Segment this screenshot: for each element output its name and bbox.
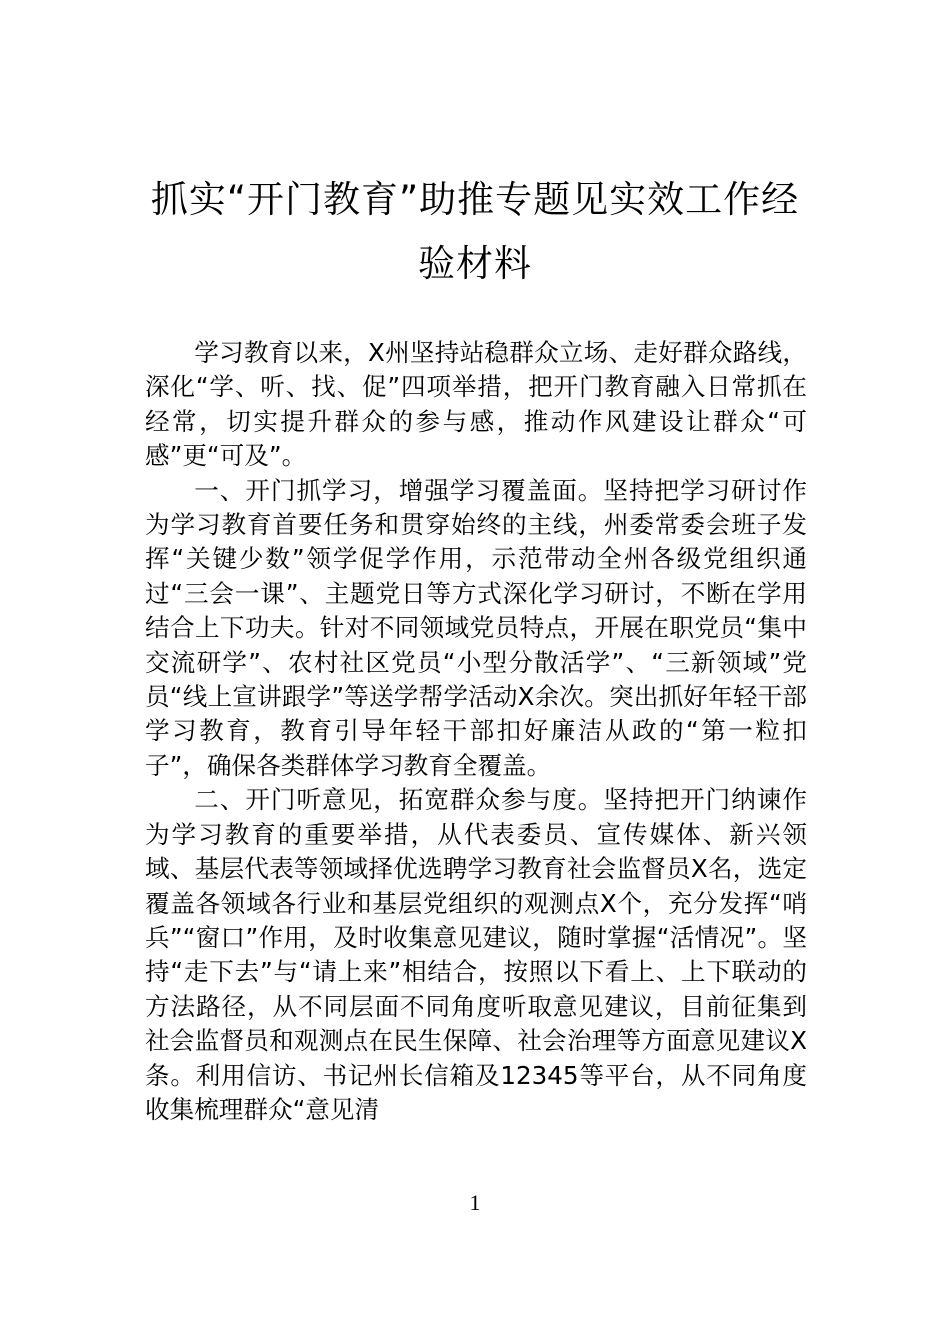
section-two-paragraph: 二、开门听意见，拓宽群众参与度。坚持把开门纳谏作为学习教育的重要举措，从代表委员、宣传媒体、新兴领域、基层代表等领域择优选聘学习教育社会监督员X名，选定覆盖各领域各行业和基层党组织的观测点X个，充分发挥“哨兵”“窗口”作用，及时收集意见建议，随时掌握“活情况”。坚持“走下去”与“请上来”相结合，按照以下看上、上下联动的方法路径，从不同层面不同角度听取意见建议，目前征集到社会监督员和观测点在民生保障、社会治理等方面意见建议X条。利用信访、书记州长信箱及12345等平台，从不同角度收集梳理群众“意见清 bbox=[145, 785, 807, 1124]
intro-paragraph: 学习教育以来，X州坚持站稳群众立场、走好群众路线，深化“学、听、找、促”四项举措，把开门教育融入日常抓在经常，切实提升群众的参与感，推动作风建设让群众“可感”更“可及”。 bbox=[145, 338, 807, 471]
document-title: 抓实“开门教育”助推专题见实效工作经验材料 bbox=[150, 178, 800, 285]
section-one-paragraph: 一、开门抓学习，增强学习覆盖面。坚持把学习研讨作为学习教育首要任务和贯穿始终的主线，州委常委会班子发挥“关键少数”领学促学作用，示范带动全州各级党组织通过“三会一课”、主题党日等方式深化学习研讨，不断在学用结合上下功夫。针对不同领域党员特点，开展在职党员“集中交流研学”、农村社区党员“小型分散活学”、“三新领域”党员“线上宣讲跟学”等送学帮学活动X余次。突出抓好年轻干部学习教育，教育引导年轻干部扣好廉洁从政的“第一粒扣子”，确保各类群体学习教育全覆盖。 bbox=[145, 475, 807, 780]
page-number: 1 bbox=[469, 1190, 481, 1215]
document-body bbox=[145, 336, 807, 1127]
